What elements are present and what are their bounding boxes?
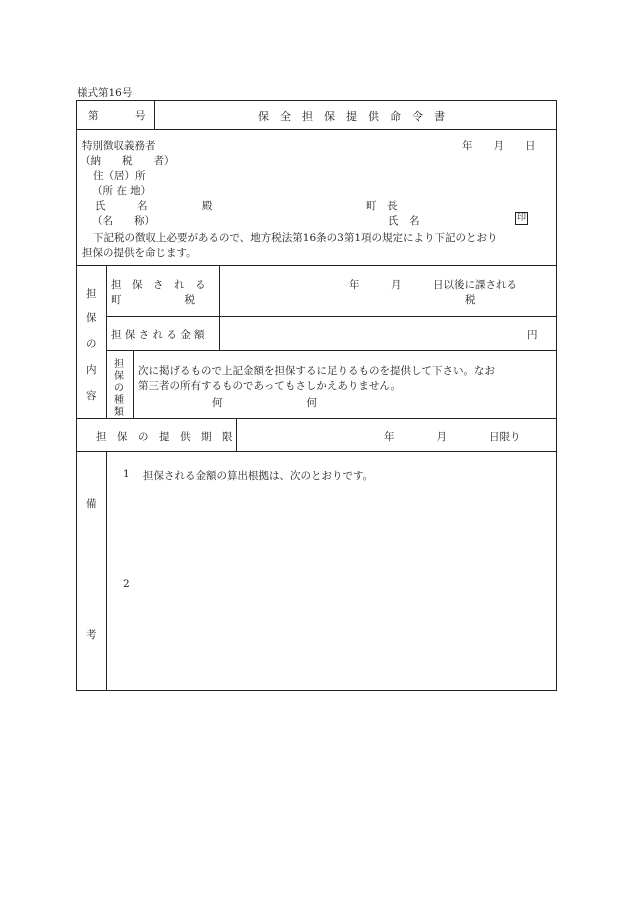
corp-name-label: （名 称） xyxy=(92,215,155,227)
issue-date: 年 月 日 xyxy=(462,140,536,152)
vline-header xyxy=(154,100,155,129)
form-number: 様式第16号 xyxy=(77,87,133,99)
divider-deadline xyxy=(76,451,557,452)
taxed-date: 年 月 日以後に課される xyxy=(349,279,517,291)
body-text-line2: 担保の提供を命じます。 xyxy=(82,247,197,259)
content-side-char-4: 内 xyxy=(86,364,97,376)
seal-stamp: 印 xyxy=(516,213,526,223)
mayor-label: 町 長 xyxy=(366,200,398,212)
remarks-item1-text: 担保される金額の算出根拠は、次のとおりです。 xyxy=(143,470,374,482)
dono-label: 殿 xyxy=(202,200,213,212)
vline-content-label xyxy=(219,265,220,350)
kind-text-line2: 第三者の所有するものであってもさしかえありません。 xyxy=(138,380,402,392)
divider-address xyxy=(76,265,557,266)
taxed-label-line1: 担 保 さ れ る xyxy=(111,279,206,291)
kind-label-char-1: 担 xyxy=(114,359,124,370)
deadline-label: 担 保 の 提 供 期 限 xyxy=(96,431,233,443)
vline-content-side xyxy=(106,265,107,418)
remarks-item2-number: 2 xyxy=(123,578,130,590)
obligor-label: 特別徴収義務者 xyxy=(82,140,156,152)
number-prefix: 第 xyxy=(88,110,99,122)
taxed-label-line2: 町 税 xyxy=(111,294,195,306)
divider-header xyxy=(76,129,557,130)
content-side-char-2: 保 xyxy=(86,312,97,324)
content-side-char-3: の xyxy=(86,338,97,350)
divider-taxed xyxy=(106,316,557,317)
vline-remarks xyxy=(106,451,107,691)
name-label: 氏 名 xyxy=(95,200,148,212)
address-label: 住（居）所 xyxy=(93,170,146,182)
kind-label-char-2: 保 xyxy=(114,371,124,382)
kind-label-char-3: の xyxy=(114,383,124,394)
number-suffix: 号 xyxy=(135,110,146,122)
taxpayer-label: （納 税 者） xyxy=(80,155,175,167)
taxed-tax: 税 xyxy=(465,294,476,306)
deadline-value: 年 月 日限り xyxy=(384,431,521,443)
kind-label-char-4: 種 xyxy=(114,395,124,406)
divider-amount xyxy=(106,350,557,351)
divider-kind xyxy=(76,418,557,419)
amount-unit: 円 xyxy=(527,329,538,341)
document-title: 保 全 担 保 提 供 命 令 書 xyxy=(258,110,445,123)
kind-text-line1: 次に掲げるもので上記金額を担保するに足りるものを提供して下さい。なお xyxy=(138,365,495,377)
content-side-char-1: 担 xyxy=(86,288,97,300)
body-text-line1: 下記税の徴収上必要があるので、地方税法第16条の3第1項の規定により下記のとおり xyxy=(93,232,498,244)
location-label: （所 在 地） xyxy=(92,185,152,197)
content-side-char-5: 容 xyxy=(86,390,97,402)
amount-label: 担 保 さ れ る 金 額 xyxy=(111,329,205,341)
issuer-name-label: 氏 名 xyxy=(388,215,420,227)
vline-kind-label xyxy=(133,350,134,418)
remarks-label-bottom: 考 xyxy=(86,629,97,641)
remarks-item1-number: 1 xyxy=(123,468,130,480)
kind-label-char-5: 類 xyxy=(114,407,124,418)
vline-deadline xyxy=(236,418,237,451)
kind-text-line3: 何 何 xyxy=(212,397,317,409)
remarks-label-top: 備 xyxy=(86,498,97,510)
